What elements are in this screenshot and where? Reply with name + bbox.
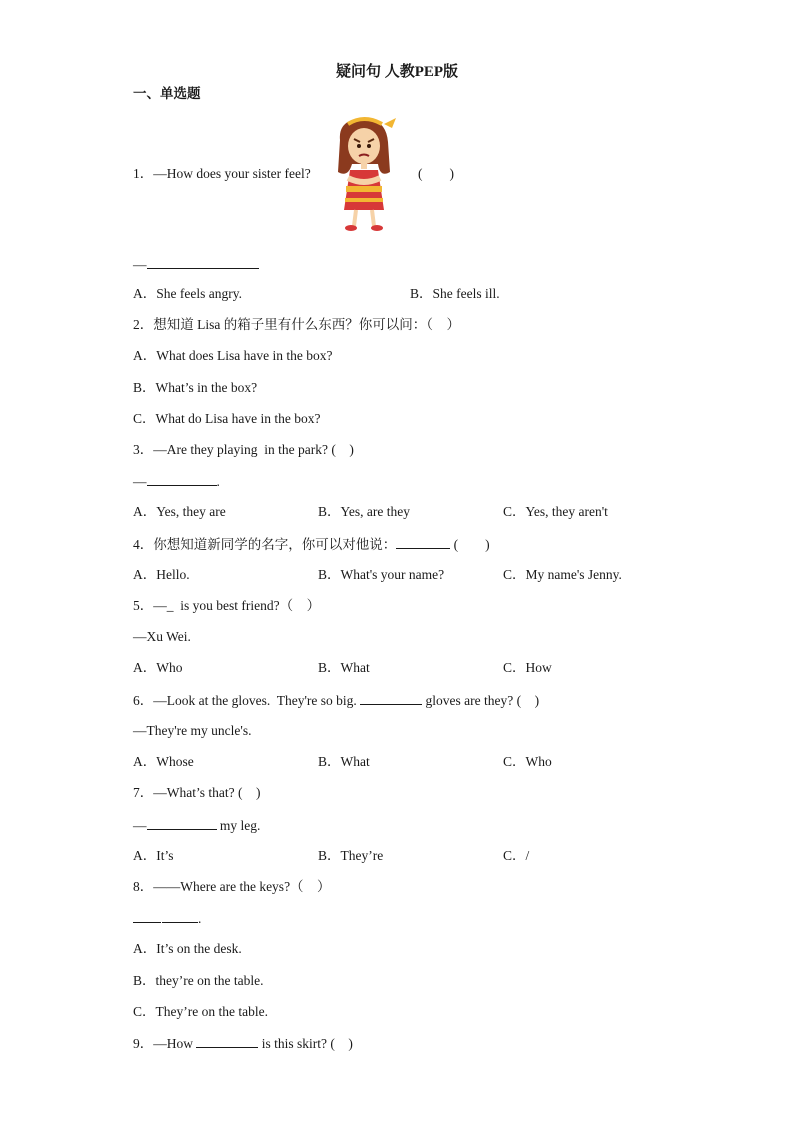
q4-option-a[interactable]: A．Hello. [133, 567, 190, 582]
q8-option-c[interactable]: C．They’re on the table. [133, 1004, 268, 1019]
q8-option-b[interactable]: B．they’re on the table. [133, 973, 264, 988]
q6-option-a[interactable]: A．Whose [133, 754, 194, 769]
q4-blank [396, 536, 450, 549]
q7-option-c[interactable]: C．/ [503, 848, 530, 863]
q8-blank [162, 910, 198, 923]
question-7: 7．—What’s that? ( ) [133, 785, 261, 800]
section-heading: 一、单选题 [133, 86, 201, 101]
q5-answer: —Xu Wei. [133, 629, 191, 644]
q1-text: —How does your sister feel? [153, 166, 311, 181]
q7-answer-line: — my leg. [133, 818, 261, 833]
q6-option-b[interactable]: B．What [318, 754, 370, 769]
question-5: 5．—_ is you best friend?（ ） [133, 598, 321, 613]
q2-option-a[interactable]: A．What does Lisa have in the box? [133, 348, 333, 363]
angry-girl-illustration [318, 112, 412, 234]
q1-answer-paren: ( ) [418, 166, 454, 181]
q8-option-a[interactable]: A．It’s on the desk. [133, 941, 242, 956]
q5-option-c[interactable]: C．How [503, 660, 552, 675]
q1-option-a[interactable]: A．She feels angry. [133, 286, 242, 301]
q5-option-b[interactable]: B．What [318, 660, 370, 675]
q4-option-b[interactable]: B．What's your name? [318, 567, 445, 582]
q3-blank [147, 473, 217, 486]
q2-option-b[interactable]: B．What’s in the box? [133, 380, 258, 395]
question-4: 4．你想知道新同学的名字，你可以对他说： ( ) [133, 537, 490, 552]
q6-blank [360, 692, 422, 705]
q7-option-b[interactable]: B．They’re [318, 848, 384, 863]
question-1 [133, 166, 311, 182]
question-6: 6．—Look at the gloves. They're so big. gloves are they? ( ) [133, 693, 540, 708]
q4-option-c[interactable]: C．My name's Jenny. [503, 567, 622, 582]
q3-answer-line: — . [133, 474, 220, 489]
q8-dash-line [133, 910, 161, 923]
q5-option-a[interactable]: A．Who [133, 660, 183, 675]
q2-option-c[interactable]: C．What do Lisa have in the box? [133, 411, 321, 426]
q1-answer-line: — [133, 256, 259, 273]
q7-blank [147, 817, 217, 830]
q3-option-b[interactable]: B．Yes, are they [318, 504, 410, 519]
q9-blank [196, 1035, 258, 1048]
question-9: 9．—How is this skirt? ( ) [133, 1036, 353, 1051]
q6-answer: —They're my uncle's. [133, 723, 252, 738]
question-8: 8．——Where are the keys?（ ） [133, 879, 331, 894]
q6-option-c[interactable]: C．Who [503, 754, 552, 769]
q3-option-a[interactable]: A．Yes, they are [133, 504, 226, 519]
q1-blank [147, 256, 259, 269]
q1-option-b[interactable]: B．She feels ill. [410, 286, 500, 301]
q3-option-c[interactable]: C．Yes, they aren't [503, 504, 608, 519]
question-3: 3．—Are they playing in the park? ( ) [133, 442, 354, 457]
q7-option-a[interactable]: A．It’s [133, 848, 174, 863]
page-title: 疑问句 人教PEP版 [335, 64, 459, 80]
question-2: 2．想知道 Lisa 的箱子里有什么东西？你可以问：（ ） [133, 317, 460, 332]
q8-answer-line: . [133, 910, 201, 927]
q1-number: 1． [133, 166, 154, 181]
